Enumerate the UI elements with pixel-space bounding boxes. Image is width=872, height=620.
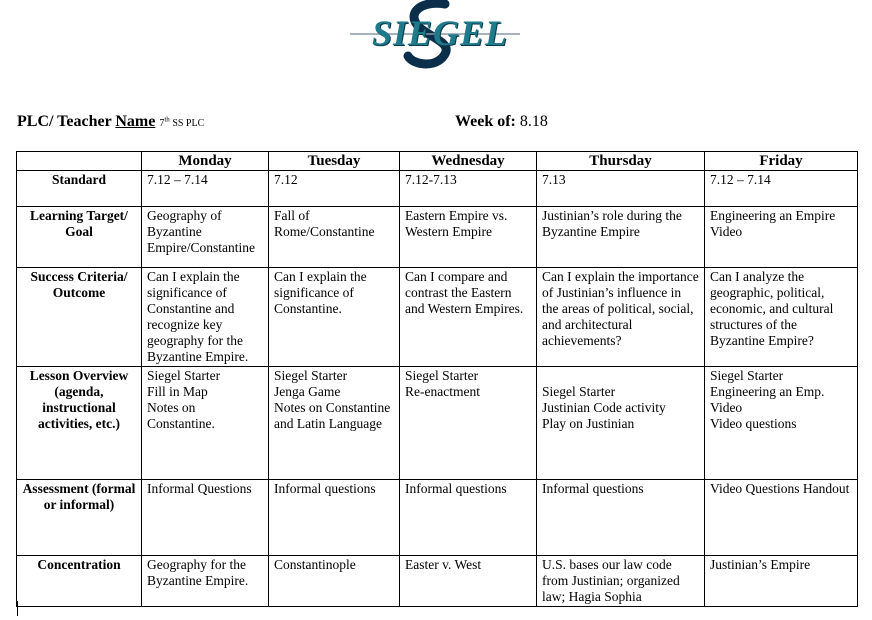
day-header: Friday — [705, 152, 858, 171]
table-cell: Video Questions Handout — [705, 480, 858, 556]
table-cell: Can I explain the significance of Constantine. — [269, 268, 400, 367]
table-row — [17, 556, 858, 607]
table-cell: Easter v. West — [400, 556, 537, 607]
day-header: Tuesday — [269, 152, 400, 171]
table-cell: Informal questions — [400, 480, 537, 556]
plc-teacher-line — [17, 113, 204, 131]
day-header: Monday — [142, 152, 269, 171]
table-cell: Geography of Byzantine Empire/Constantine — [142, 207, 269, 268]
table-row — [17, 480, 858, 556]
table-cell: Siegel Starter Engineering an Emp. Video Video questions — [705, 367, 858, 480]
week-label: Week of: — [455, 113, 516, 130]
table-cell: Justinian’s Empire — [705, 556, 858, 607]
day-header: Thursday — [537, 152, 705, 171]
plc-value: 7th SS PLC — [159, 115, 205, 129]
row-label: Assessment (formal or informal) — [17, 480, 142, 556]
lesson-plan-table — [16, 151, 858, 607]
day-header-row — [17, 152, 858, 171]
text-cursor — [17, 601, 18, 616]
row-label: Concentration — [17, 556, 142, 607]
week-of — [455, 113, 548, 131]
table-cell: 7.12 — [269, 171, 400, 207]
table-row — [17, 268, 858, 367]
table-cell: Eastern Empire vs. Western Empire — [400, 207, 537, 268]
table-cell: Engineering an Empire Video — [705, 207, 858, 268]
week-value: 8.18 — [519, 113, 548, 130]
table-cell: 7.12 – 7.14 — [705, 171, 858, 207]
table-cell: Informal questions — [537, 480, 705, 556]
table-row — [17, 367, 858, 480]
table-cell: Siegel Starter Re-enactment — [400, 367, 537, 480]
logo-wordmark: SIEGEL — [372, 13, 509, 53]
row-label: Standard — [17, 171, 142, 207]
table-cell: U.S. bases our law code from Justinian; organized law; Hagia Sophia — [537, 556, 705, 607]
corner-cell — [17, 152, 142, 171]
table-cell: Siegel Starter Justinian Code activity Play on Justinian — [537, 367, 705, 480]
row-label: Learning Target/ Goal — [17, 207, 142, 268]
table-cell: 7.12-7.13 — [400, 171, 537, 207]
table-cell: Can I explain the significance of Constantine and recognize key geography for the Byzantine Empire. — [142, 268, 269, 367]
table-cell: Geography for the Byzantine Empire. — [142, 556, 269, 607]
table-cell: Constantinople — [269, 556, 400, 607]
table-cell: Informal Questions — [142, 480, 269, 556]
table-row — [17, 171, 858, 207]
table-cell: 7.12 – 7.14 — [142, 171, 269, 207]
name-label: Name — [115, 113, 156, 130]
table-cell: Fall of Rome/Constantine — [269, 207, 400, 268]
table-cell: Siegel Starter Fill in Map Notes on Constantine. — [142, 367, 269, 480]
table-cell: 7.13 — [537, 171, 705, 207]
table-cell: Can I explain the importance of Justinian’s influence in the areas of political, social, and architectural achievements? — [537, 268, 705, 367]
table-cell: Justinian’s role during the Byzantine Empire — [537, 207, 705, 268]
table-cell: Informal questions — [269, 480, 400, 556]
table-cell: Siegel Starter Jenga Game Notes on Constantine and Latin Language — [269, 367, 400, 480]
plc-label: PLC/ Teacher — [17, 113, 116, 130]
day-header: Wednesday — [400, 152, 537, 171]
row-label: Lesson Overview (agenda, instructional activities, etc.) — [17, 367, 142, 480]
row-label: Success Criteria/ Outcome — [17, 268, 142, 367]
table-cell: Can I compare and contrast the Eastern and Western Empires. — [400, 268, 537, 367]
table-cell: Can I analyze the geographic, political, economic, and cultural structures of the Byzantine Empire? — [705, 268, 858, 367]
table-row — [17, 207, 858, 268]
